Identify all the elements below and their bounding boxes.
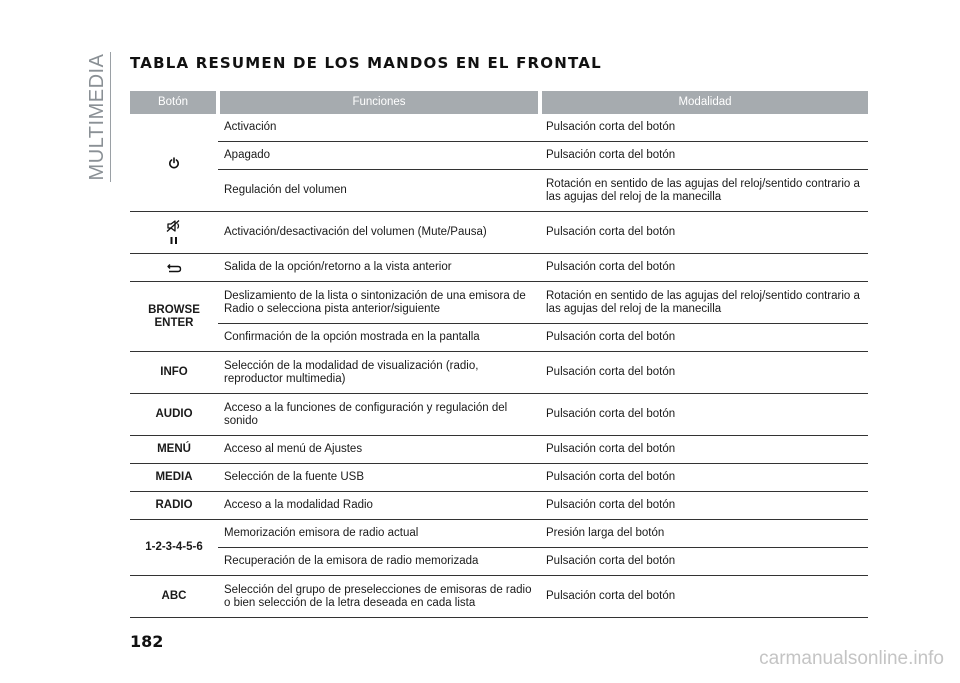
function-cell: Deslizamiento de la lista o sintonización de una emisora de Radio o selecciona pista anterior/siguiente	[218, 282, 540, 324]
mode-cell: Pulsación corta del botón	[540, 114, 868, 142]
page-number: 182	[130, 632, 164, 651]
table-row	[130, 114, 868, 142]
table-row	[130, 464, 868, 492]
function-cell: Recuperación de la emisora de radio memorizada	[218, 548, 540, 576]
button-cell-back	[130, 254, 218, 282]
mode-cell: Pulsación corta del botón	[540, 436, 868, 464]
mode-cell: Presión larga del botón	[540, 520, 868, 548]
button-cell-presets: 1-2-3-4-5-6	[130, 520, 218, 576]
controls-table	[130, 91, 868, 618]
function-cell: Salida de la opción/retorno a la vista anterior	[218, 254, 540, 282]
function-cell: Confirmación de la opción mostrada en la pantalla	[218, 324, 540, 352]
mode-cell: Pulsación corta del botón	[540, 254, 868, 282]
button-cell-radio: RADIO	[130, 492, 218, 520]
function-cell: Selección de la fuente USB	[218, 464, 540, 492]
back-arrow-icon	[166, 263, 182, 273]
button-cell-browse: BROWSE ENTER	[130, 282, 218, 352]
column-header-funciones: Funciones	[218, 91, 540, 114]
table-row	[130, 492, 868, 520]
button-cell-audio: AUDIO	[130, 394, 218, 436]
mode-cell: Pulsación corta del botón	[540, 394, 868, 436]
function-cell: Selección de la modalidad de visualización (radio, reproductor multimedia)	[218, 352, 540, 394]
table-row	[130, 324, 868, 352]
mode-cell: Pulsación corta del botón	[540, 212, 868, 254]
section-tab-label: MULTIMEDIA	[86, 53, 108, 181]
function-cell: Activación	[218, 114, 540, 142]
table-row	[130, 282, 868, 324]
function-cell: Memorización emisora de radio actual	[218, 520, 540, 548]
function-cell: Apagado	[218, 142, 540, 170]
button-cell-menu: MENÚ	[130, 436, 218, 464]
button-cell-media: MEDIA	[130, 464, 218, 492]
table-row	[130, 170, 868, 212]
mode-cell: Pulsación corta del botón	[540, 142, 868, 170]
table-row	[130, 436, 868, 464]
table-row	[130, 394, 868, 436]
mode-cell: Rotación en sentido de las agujas del reloj/sentido contrario a las agujas del reloj de la manecilla	[540, 282, 868, 324]
mode-cell: Pulsación corta del botón	[540, 548, 868, 576]
function-cell: Selección del grupo de preselecciones de emisoras de radio o bien selección de la letra deseada en cada lista	[218, 576, 540, 618]
function-cell: Regulación del volumen	[218, 170, 540, 212]
column-header-modalidad: Modalidad	[540, 91, 868, 114]
function-cell: Acceso al menú de Ajustes	[218, 436, 540, 464]
button-cell-abc: ABC	[130, 576, 218, 618]
function-cell: Acceso a la modalidad Radio	[218, 492, 540, 520]
table-row	[130, 254, 868, 282]
table-row	[130, 142, 868, 170]
mode-cell: Pulsación corta del botón	[540, 464, 868, 492]
table-row	[130, 576, 868, 618]
table-row	[130, 548, 868, 576]
column-header-boton: Botón	[130, 91, 218, 114]
mode-cell: Pulsación corta del botón	[540, 576, 868, 618]
page-title: TABLA RESUMEN DE LOS MANDOS EN EL FRONTAL	[130, 54, 602, 72]
watermark: carmanualsonline.info	[759, 648, 944, 669]
function-cell: Activación/desactivación del volumen (Mute/Pausa)	[218, 212, 540, 254]
button-cell-power	[130, 114, 218, 212]
table-row	[130, 520, 868, 548]
mode-cell: Pulsación corta del botón	[540, 492, 868, 520]
power-icon	[168, 157, 180, 169]
table-header-row	[130, 91, 868, 114]
button-cell-mute	[130, 212, 218, 254]
function-cell: Acceso a la funciones de configuración y regulación del sonido	[218, 394, 540, 436]
table-row	[130, 212, 868, 254]
table-row	[130, 352, 868, 394]
mode-cell: Pulsación corta del botón	[540, 324, 868, 352]
mode-cell: Pulsación corta del botón	[540, 352, 868, 394]
section-tab	[84, 52, 111, 182]
mute-pause-icon	[166, 220, 182, 246]
mode-cell: Rotación en sentido de las agujas del reloj/sentido contrario a las agujas del reloj de la manecilla	[540, 170, 868, 212]
button-cell-info: INFO	[130, 352, 218, 394]
